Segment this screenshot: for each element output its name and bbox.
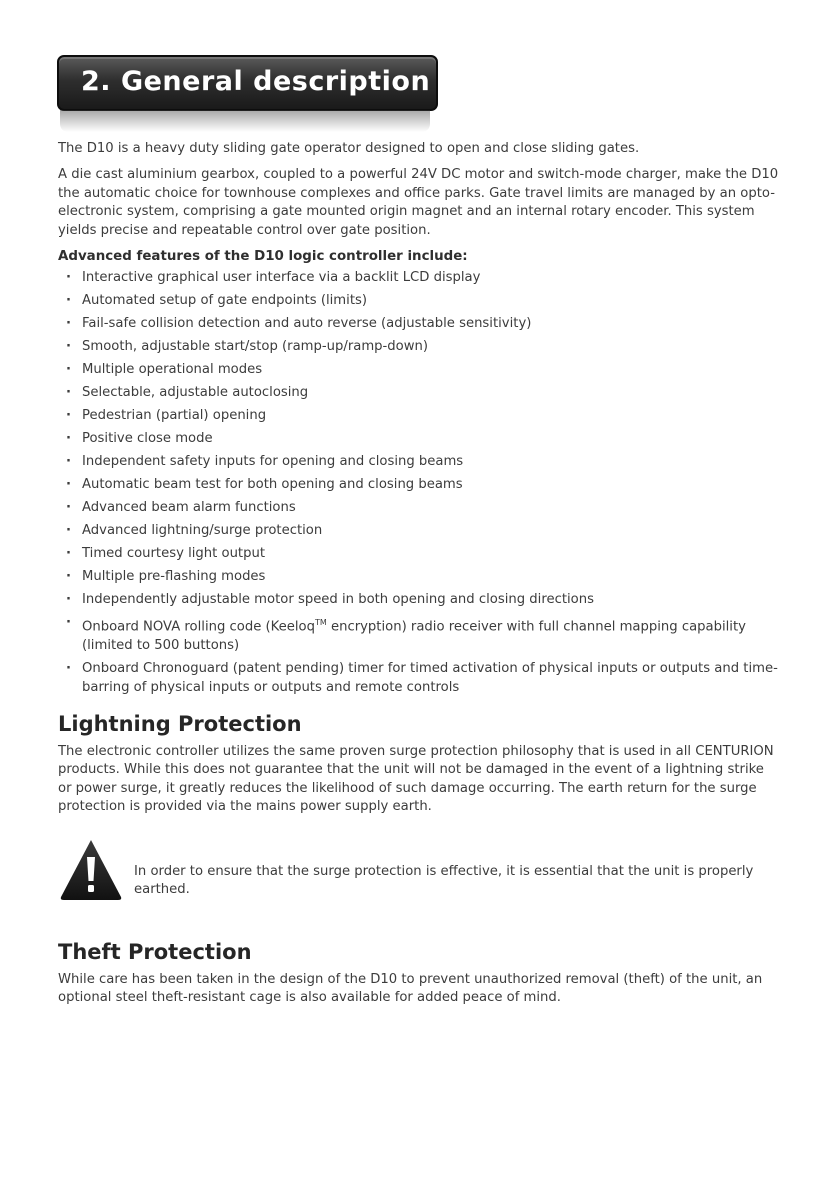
- nova-text-after: encryption) radio receiver with full channel mapping capability (limited to 500 buttons): [82, 619, 746, 654]
- list-item-text: Fail-safe collision detection and auto reverse (adjustable sensitivity): [82, 316, 532, 332]
- list-item: · Advanced lightning/surge protection: [66, 523, 323, 539]
- list-item: · Pedestrian (partial) opening: [66, 408, 267, 424]
- list-item-text: Automatic beam test for both opening and closing beams: [82, 477, 463, 493]
- nova-text-before: Onboard NOVA rolling code (Keeloq: [82, 619, 315, 635]
- list-item-text: Interactive graphical user interface via a backlit LCD display: [82, 270, 481, 286]
- list-item-text: Multiple operational modes: [82, 362, 263, 378]
- list-item-text: Independent safety inputs for opening and closing beams: [82, 454, 464, 470]
- list-item-text: Advanced lightning/surge protection: [82, 523, 323, 539]
- lightning-body: The electronic controller utilizes the same proven surge protection philosophy that is used in all CENTURION products. While this does not guarantee that the unit will not be damaged in the event of a lightning strike or power surge, it greatly reduces the likelihood of such damage occurring. The earth return for the surge protection is provided via the mains power supply earth.: [58, 744, 774, 815]
- list-item: · Multiple operational modes: [66, 362, 263, 378]
- warning-note: [58, 837, 780, 917]
- list-item: · Onboard Chronoguard (patent pending) timer for timed activation of physical inputs or outputs and time-barring of physical inputs or outputs and remote controls: [66, 661, 778, 695]
- list-item-text: Selectable, adjustable autoclosing: [82, 385, 309, 401]
- warning-triangle-icon: [58, 837, 124, 903]
- lightning-heading: Lightning Protection: [58, 712, 302, 737]
- banner-reflection: [60, 110, 430, 132]
- list-item: · Smooth, adjustable start/stop (ramp-up/ramp-down): [66, 339, 429, 355]
- list-item: · Multiple pre-flashing modes: [66, 569, 266, 585]
- list-item: · Timed courtesy light output: [66, 546, 266, 562]
- list-item: · Independently adjustable motor speed in both opening and closing directions: [66, 592, 594, 608]
- list-item-text: Independently adjustable motor speed in both opening and closing directions: [82, 592, 594, 608]
- list-item-text: Automated setup of gate endpoints (limits): [82, 293, 368, 309]
- warning-text: In order to ensure that the surge protection is effective, it is essential that the unit is properly earthed.: [134, 863, 754, 898]
- section-title: 2. General description: [81, 66, 431, 97]
- theft-body: While care has been taken in the design of the D10 to prevent unauthorized removal (theft) of the unit, an optional steel theft-resistant cage is also available for added peace of mind.: [58, 971, 763, 1006]
- list-item-text: Timed courtesy light output: [82, 546, 266, 562]
- list-item: · Automatic beam test for both opening and closing beams: [66, 477, 463, 493]
- list-item: · Automated setup of gate endpoints (limits): [66, 293, 368, 309]
- intro-paragraph-2: A die cast aluminium gearbox, coupled to a powerful 24V DC motor and switch-mode charger, make the D10 the automatic choice for townhouse complexes and office parks. Gate travel limits are managed by an opto-electronic system, comprising a gate mounted origin magnet and an internal rotary encoder. This system yields precise and repeatable control over gate position.: [58, 167, 779, 238]
- list-item: · Interactive graphical user interface via a backlit LCD display: [66, 270, 481, 286]
- list-item: · Selectable, adjustable autoclosing: [66, 385, 309, 401]
- trademark-sup: TM: [315, 618, 327, 628]
- intro-paragraph-1: The D10 is a heavy duty sliding gate operator designed to open and close sliding gates.: [58, 141, 640, 156]
- list-item: · Onboard NOVA rolling code (Keeloq™ encryption) radio receiver with full channel mapping capability (limited to 500 buttons): [66, 615, 746, 654]
- list-item: · Independent safety inputs for opening and closing beams: [66, 454, 464, 470]
- features-list: [58, 269, 780, 697]
- features-heading: Advanced features of the D10 logic controller include:: [58, 249, 468, 265]
- page-content: [58, 140, 780, 1015]
- list-item-text: Onboard Chronoguard (patent pending) timer for timed activation of physical inputs or outputs and time-barring of physical inputs or outputs and remote controls: [82, 661, 778, 695]
- list-item-text: Multiple pre-flashing modes: [82, 569, 266, 585]
- list-item: · Advanced beam alarm functions: [66, 500, 296, 516]
- list-item-text: Positive close mode: [82, 431, 213, 447]
- list-item-text: Advanced beam alarm functions: [82, 500, 296, 516]
- theft-heading: Theft Protection: [58, 939, 252, 964]
- list-item: · Positive close mode: [66, 431, 213, 447]
- list-item-text: Pedestrian (partial) opening: [82, 408, 267, 424]
- section-title-banner: [57, 55, 438, 111]
- list-item: · Fail-safe collision detection and auto reverse (adjustable sensitivity): [66, 316, 532, 332]
- list-item-text: Smooth, adjustable start/stop (ramp-up/ramp-down): [82, 339, 429, 355]
